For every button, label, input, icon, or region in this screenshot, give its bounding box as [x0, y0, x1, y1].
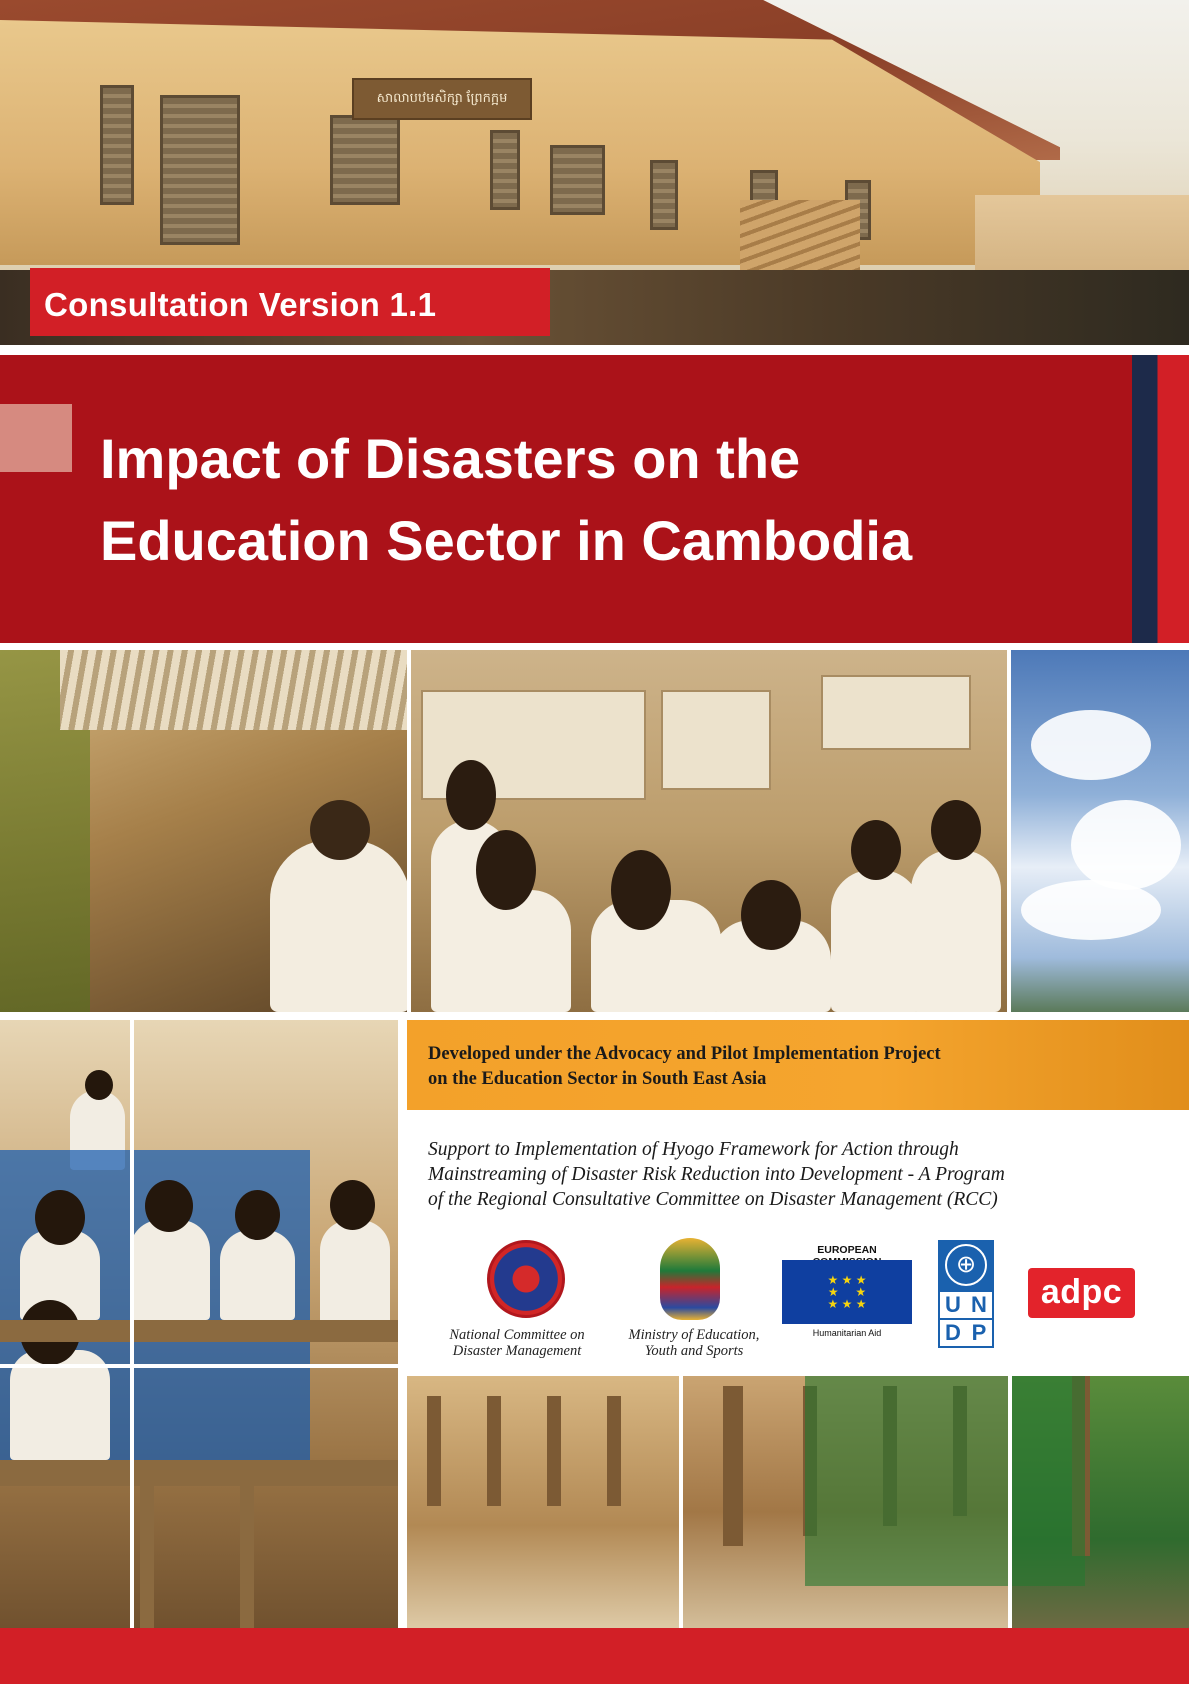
undp-letter-u: U	[940, 1292, 966, 1318]
hair	[611, 850, 671, 930]
window-shutter	[330, 115, 400, 205]
moeys-crest-icon	[660, 1238, 720, 1320]
photo-students-at-desks	[0, 1020, 398, 1650]
head	[235, 1190, 280, 1240]
head	[85, 1070, 113, 1100]
support-line-1: Support to Implementation of Hyogo Framework for Action through	[428, 1139, 959, 1160]
student	[831, 870, 921, 1012]
pillar	[547, 1396, 561, 1506]
window-shutter	[550, 145, 605, 215]
document-title	[100, 418, 1110, 582]
title-band-edge	[1132, 355, 1189, 643]
project-statement	[428, 1042, 1178, 1092]
undp-logo	[938, 1240, 994, 1348]
student	[220, 1230, 295, 1320]
pillar	[427, 1396, 441, 1506]
ncdm-logo	[487, 1240, 607, 1302]
ncdm-caption-line-2: Disaster Management	[452, 1343, 582, 1359]
hair	[851, 820, 901, 880]
undp-letter-n: N	[966, 1292, 992, 1318]
bottom-bar	[0, 1628, 1189, 1684]
window-shutter	[650, 160, 678, 230]
student	[911, 850, 1001, 1012]
photo-sky-clouds	[1011, 650, 1189, 1012]
version-label: Consultation Version 1.1	[30, 268, 550, 336]
undp-letter-p: P	[966, 1320, 992, 1346]
photo-stilt-school-1	[407, 1376, 679, 1648]
desk	[0, 1460, 398, 1486]
desk-leg	[240, 1486, 254, 1646]
ec-label: EUROPEAN	[817, 1244, 877, 1256]
project-line-1: Developed under the Advocacy and Pilot Implementation Project	[428, 1044, 941, 1064]
window-shutter	[490, 130, 520, 210]
moeys-logo	[660, 1238, 720, 1320]
roof-thatch	[60, 650, 407, 730]
desk-leg	[140, 1486, 154, 1646]
photo-classroom-students	[411, 650, 1007, 1012]
person-head	[310, 800, 370, 860]
photo-divider	[130, 1020, 134, 1630]
window	[821, 675, 971, 750]
pillar	[723, 1386, 743, 1546]
photo-wooden-school	[0, 650, 407, 1012]
cloud	[1071, 800, 1181, 890]
moeys-caption-line-1: Ministry of Education,	[628, 1327, 760, 1343]
undp-letter-d: D	[940, 1320, 966, 1346]
student	[130, 1220, 210, 1320]
photo-divider	[1007, 650, 1011, 1012]
head	[35, 1190, 85, 1245]
door	[160, 95, 240, 245]
photo-divider	[1008, 1376, 1012, 1632]
eu-stars-icon: ★ ★ ★ ★ ★ ★ ★ ★	[827, 1273, 867, 1311]
student	[320, 1220, 390, 1330]
cloud	[1021, 880, 1161, 940]
ncdm-caption	[427, 1327, 607, 1359]
head	[145, 1180, 193, 1232]
hair	[931, 800, 981, 860]
ncdm-caption-line-1: National Committee on	[449, 1327, 585, 1343]
hair	[446, 760, 496, 830]
moeys-caption	[614, 1327, 774, 1359]
pillar	[487, 1396, 501, 1506]
notice-board	[661, 690, 771, 790]
title-line-2: Education Sector in Cambodia	[100, 509, 913, 572]
photo-divider	[679, 1376, 683, 1632]
photo-divider	[407, 650, 411, 1012]
un-emblem-icon: ⊕	[945, 1244, 987, 1286]
humanitarian-aid-label: Humanitarian Aid	[812, 1328, 882, 1338]
person	[270, 840, 407, 1012]
ncdm-seal-icon	[487, 1240, 565, 1318]
support-statement	[428, 1137, 1178, 1212]
desk	[0, 1320, 398, 1342]
cloud	[1031, 710, 1151, 780]
support-line-2: Mainstreaming of Disaster Risk Reduction into Development - A Program	[428, 1164, 1005, 1185]
title-accent-square	[0, 404, 72, 472]
project-line-2: on the Education Sector in South East Asia	[428, 1069, 767, 1089]
support-line-3: of the Regional Consultative Committee on Disaster Management (RCC)	[428, 1189, 998, 1210]
window-shutter	[100, 85, 134, 205]
hair	[476, 830, 536, 910]
adpc-logo: adpc	[1028, 1268, 1135, 1318]
school-sign: សាលាបឋមសិក្សា ព្រែកក្អម	[352, 78, 532, 120]
title-line-1: Impact of Disasters on the	[100, 427, 801, 490]
head	[330, 1180, 375, 1230]
pillar	[607, 1396, 621, 1506]
eu-flag-icon	[782, 1260, 912, 1324]
green-tint	[805, 1376, 1085, 1586]
photo-divider	[0, 1364, 400, 1368]
building-facade	[0, 20, 1040, 265]
hair	[741, 880, 801, 950]
moeys-caption-line-2: Youth and Sports	[644, 1343, 744, 1359]
